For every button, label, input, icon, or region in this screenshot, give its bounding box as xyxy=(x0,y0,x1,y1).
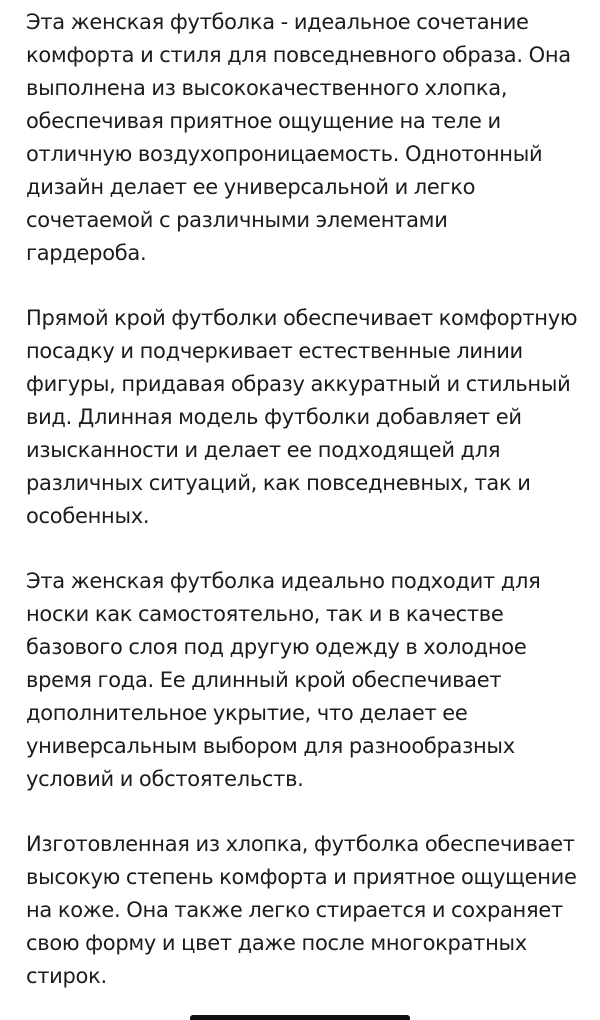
paragraph-line: гардероба. xyxy=(26,241,147,265)
product-description xyxy=(26,6,582,993)
paragraph-line: вид. Длинная модель футболки добавляет ей xyxy=(26,405,522,429)
paragraph-line: посадку и подчеркивает естественные линии xyxy=(26,339,523,363)
paragraph-line: различных ситуаций, как повседневных, так и xyxy=(26,471,531,495)
paragraph-line: Прямой крой футболки обеспечивает комфортную xyxy=(26,306,578,330)
paragraph-line: особенных. xyxy=(26,504,150,528)
paragraph-line: фигуры, придавая образу аккуратный и стильный xyxy=(26,372,571,396)
paragraph-line: на коже. Она также легко стирается и сохраняет xyxy=(26,898,563,922)
description-paragraph-4 xyxy=(26,828,582,993)
home-indicator-bar[interactable] xyxy=(190,1015,410,1020)
paragraph-line: стирок. xyxy=(26,964,107,988)
paragraph-line: универсальным выбором для разнообразных xyxy=(26,734,515,758)
paragraph-line: свою форму и цвет даже после многократных xyxy=(26,931,527,955)
paragraph-line: обеспечивая приятное ощущение на теле и xyxy=(26,109,501,133)
paragraph-line: выполнена из высококачественного хлопка, xyxy=(26,76,508,100)
description-paragraph-3 xyxy=(26,565,582,796)
paragraph-line: дизайн делает ее универсальной и легко xyxy=(26,175,476,199)
paragraph-line: дополнительное укрытие, что делает ее xyxy=(26,701,468,725)
paragraph-line: отличную воздухопроницаемость. Однотонный xyxy=(26,142,543,166)
paragraph-line: изысканности и делает ее подходящей для xyxy=(26,438,501,462)
paragraph-line: сочетаемой с различными элементами xyxy=(26,208,448,232)
paragraph-line: Изготовленная из хлопка, футболка обеспечивает xyxy=(26,832,575,856)
paragraph-line: высокую степень комфорта и приятное ощущение xyxy=(26,865,577,889)
description-paragraph-1 xyxy=(26,6,582,270)
paragraph-line: комфорта и стиля для повседневного образа. Она xyxy=(26,43,571,67)
paragraph-line: условий и обстоятельств. xyxy=(26,767,304,791)
paragraph-line: время года. Ее длинный крой обеспечивает xyxy=(26,668,502,692)
paragraph-line: Эта женская футболка - идеальное сочетание xyxy=(26,10,529,34)
paragraph-line: Эта женская футболка идеально подходит для xyxy=(26,569,541,593)
paragraph-line: базового слоя под другую одежду в холодное xyxy=(26,635,527,659)
paragraph-line: носки как самостоятельно, так и в качестве xyxy=(26,602,504,626)
description-paragraph-2 xyxy=(26,302,582,533)
